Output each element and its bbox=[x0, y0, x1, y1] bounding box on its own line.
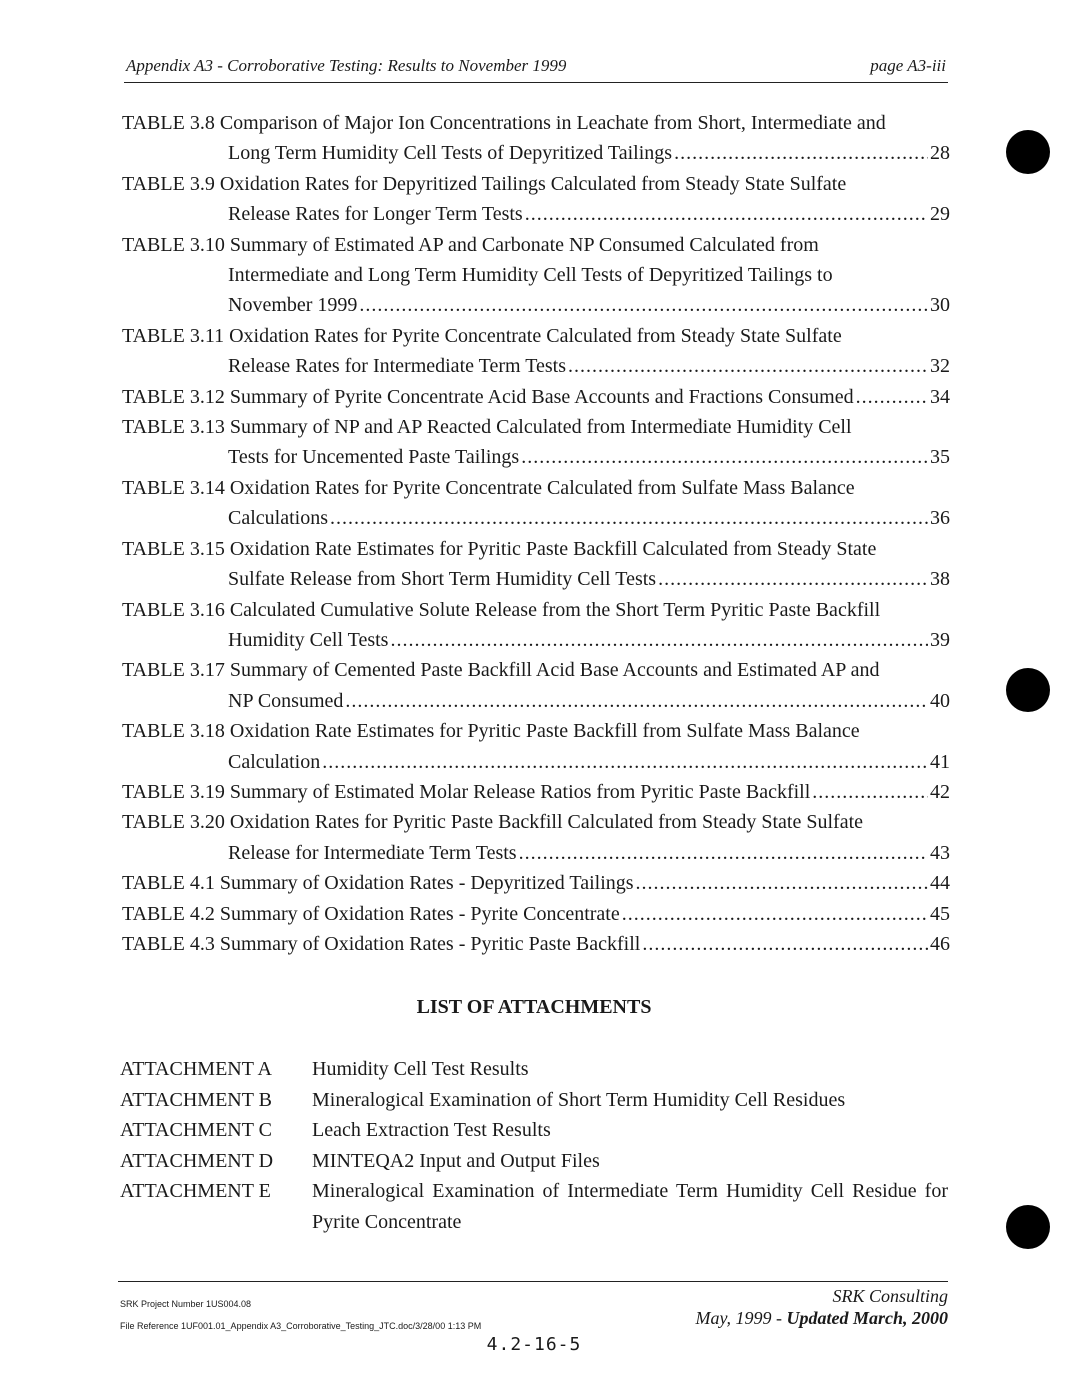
toc-entry bbox=[122, 169, 950, 230]
report-date-original: May, 1999 - bbox=[695, 1308, 787, 1328]
toc-line bbox=[122, 777, 950, 807]
toc-page-number: 32 bbox=[930, 355, 950, 378]
toc-page-number: 28 bbox=[930, 142, 950, 165]
toc-entry bbox=[122, 899, 950, 929]
toc-page-number: 39 bbox=[930, 628, 950, 651]
toc-line bbox=[122, 412, 950, 442]
toc-entry bbox=[122, 777, 950, 807]
page-header bbox=[124, 52, 948, 83]
toc-line bbox=[122, 747, 950, 777]
toc-entry bbox=[122, 868, 950, 898]
table-of-contents bbox=[122, 108, 950, 959]
toc-leader-dots bbox=[330, 503, 928, 533]
toc-page-number: 35 bbox=[930, 446, 950, 469]
toc-leader-dots bbox=[812, 777, 928, 807]
header-title: Appendix A3 - Corroborative Testing: Results to November 1999 bbox=[126, 56, 567, 75]
toc-line bbox=[122, 868, 950, 898]
toc-line bbox=[122, 838, 950, 868]
toc-entry-title: Release Rates for Longer Term Tests bbox=[228, 203, 523, 226]
toc-page-number: 40 bbox=[930, 689, 950, 712]
toc-leader-dots bbox=[642, 929, 928, 959]
toc-entry-title: TABLE 3.16 Calculated Cumulative Solute Release from the Short Term Pyritic Paste Backfill bbox=[122, 598, 881, 621]
toc-entry bbox=[122, 230, 950, 321]
toc-entry bbox=[122, 655, 950, 716]
document-number: 4.2-16-5 bbox=[486, 1334, 582, 1355]
toc-entry-title: TABLE 3.13 Summary of NP and AP Reacted Calculated from Intermediate Humidity Cell bbox=[122, 416, 852, 439]
attachment-code: ATTACHMENT E bbox=[120, 1180, 271, 1202]
attachment-item bbox=[120, 1115, 948, 1146]
attachment-item bbox=[120, 1176, 948, 1237]
toc-page-number: 29 bbox=[930, 203, 950, 226]
toc-entry bbox=[122, 412, 950, 473]
binder-hole-icon bbox=[1006, 668, 1050, 712]
file-reference: File Reference 1UF001.01_Appendix A3_Corroborative_Testing_JTC.doc/3/28/00 1:13 PM bbox=[120, 1321, 482, 1331]
toc-line bbox=[122, 169, 950, 199]
toc-line bbox=[122, 564, 950, 594]
attachment-description: Leach Extraction Test Results bbox=[312, 1119, 551, 1141]
toc-line bbox=[122, 473, 950, 503]
attachments-list bbox=[120, 1054, 948, 1237]
toc-entry-title: TABLE 3.15 Oxidation Rate Estimates for Pyritic Paste Backfill Calculated from Steady State bbox=[122, 537, 877, 560]
toc-line bbox=[122, 595, 950, 625]
toc-leader-dots bbox=[345, 686, 928, 716]
toc-entry-title: TABLE 3.14 Oxidation Rates for Pyrite Concentrate Calculated from Sulfate Mass Balance bbox=[122, 476, 855, 499]
toc-entry bbox=[122, 534, 950, 595]
footer-divider bbox=[118, 1281, 948, 1282]
toc-entry-title: Calculations bbox=[228, 507, 328, 530]
toc-entry bbox=[122, 716, 950, 777]
toc-line bbox=[122, 321, 950, 351]
toc-leader-dots bbox=[390, 625, 928, 655]
toc-entry-title: TABLE 3.18 Oxidation Rate Estimates for Pyritic Paste Backfill from Sulfate Mass Balance bbox=[122, 720, 860, 743]
toc-leader-dots bbox=[322, 747, 928, 777]
toc-entry-title: Humidity Cell Tests bbox=[228, 628, 389, 651]
toc-line bbox=[122, 534, 950, 564]
toc-leader-dots bbox=[521, 442, 928, 472]
binder-hole-icon bbox=[1006, 1205, 1050, 1249]
toc-line bbox=[122, 230, 950, 260]
toc-line bbox=[122, 716, 950, 746]
attachment-code: ATTACHMENT C bbox=[120, 1119, 272, 1141]
footer-company-info bbox=[696, 1285, 948, 1329]
toc-entry-title: TABLE 3.12 Summary of Pyrite Concentrate Acid Base Accounts and Fractions Consumed bbox=[122, 385, 854, 408]
toc-line bbox=[122, 382, 950, 412]
toc-entry-title: TABLE 3.8 Comparison of Major Ion Concentrations in Leachate from Short, Intermediate and bbox=[122, 112, 886, 134]
toc-line bbox=[122, 686, 950, 716]
toc-leader-dots bbox=[856, 382, 928, 412]
toc-line bbox=[122, 929, 950, 959]
toc-entry-title: Calculation bbox=[228, 750, 321, 773]
toc-line bbox=[122, 260, 950, 290]
toc-line bbox=[122, 442, 950, 472]
toc-page-number: 34 bbox=[930, 385, 950, 408]
attachment-item bbox=[120, 1054, 948, 1085]
toc-page-number: 45 bbox=[930, 902, 950, 925]
toc-leader-dots bbox=[519, 838, 928, 868]
toc-page-number: 44 bbox=[930, 872, 950, 895]
report-date bbox=[696, 1307, 948, 1329]
toc-page-number: 38 bbox=[930, 568, 950, 591]
toc-entry-title: Intermediate and Long Term Humidity Cell Tests of Depyritized Tailings to bbox=[228, 264, 833, 287]
toc-entry bbox=[122, 473, 950, 534]
binder-hole-icon bbox=[1006, 130, 1050, 174]
toc-leader-dots bbox=[674, 138, 928, 168]
attachment-item bbox=[120, 1085, 948, 1116]
attachment-description: MINTEQA2 Input and Output Files bbox=[312, 1149, 600, 1172]
toc-entry-title: November 1999 bbox=[228, 294, 358, 317]
attachment-code: ATTACHMENT D bbox=[120, 1149, 274, 1172]
toc-line bbox=[122, 138, 950, 168]
toc-page-number: 41 bbox=[930, 750, 950, 773]
toc-line bbox=[122, 290, 950, 320]
toc-entry-title: TABLE 4.3 Summary of Oxidation Rates - Pyritic Paste Backfill bbox=[122, 932, 641, 955]
company-name: SRK Consulting bbox=[832, 1286, 948, 1306]
attachments-heading: LIST OF ATTACHMENTS bbox=[416, 996, 652, 1018]
toc-entry-title: Release for Intermediate Term Tests bbox=[228, 841, 517, 864]
attachment-item bbox=[120, 1146, 948, 1177]
attachment-description: Humidity Cell Test Results bbox=[312, 1058, 529, 1080]
toc-leader-dots bbox=[622, 899, 928, 929]
toc-entry bbox=[122, 595, 950, 656]
report-date-updated: Updated March, 2000 bbox=[786, 1308, 948, 1328]
toc-leader-dots bbox=[658, 564, 928, 594]
toc-entry-title: NP Consumed bbox=[228, 689, 344, 712]
toc-entry-title: TABLE 3.19 Summary of Estimated Molar Release Ratios from Pyritic Paste Backfill bbox=[122, 780, 811, 803]
toc-entry bbox=[122, 382, 950, 412]
toc-leader-dots bbox=[359, 290, 928, 320]
attachment-code: ATTACHMENT A bbox=[120, 1058, 272, 1080]
toc-page-number: 42 bbox=[930, 780, 950, 803]
toc-entry-title: TABLE 3.17 Summary of Cemented Paste Backfill Acid Base Accounts and Estimated AP and bbox=[122, 659, 880, 682]
toc-entry-title: TABLE 3.9 Oxidation Rates for Depyritized Tailings Calculated from Steady State Sulfate bbox=[122, 172, 847, 195]
toc-entry-title: Tests for Uncemented Paste Tailings bbox=[228, 446, 520, 469]
attachment-description: Mineralogical Examination of Intermediate Term Humidity Cell Residue for Pyrite Concentrate bbox=[312, 1180, 948, 1233]
toc-entry-title: Sulfate Release from Short Term Humidity Cell Tests bbox=[228, 568, 657, 591]
toc-entry-title: TABLE 3.11 Oxidation Rates for Pyrite Concentrate Calculated from Steady State Sulfate bbox=[122, 324, 842, 347]
attachment-code: ATTACHMENT B bbox=[120, 1088, 272, 1111]
toc-entry-title: TABLE 3.20 Oxidation Rates for Pyritic Paste Backfill Calculated from Steady State Sulfate bbox=[122, 811, 864, 834]
header-page-number: page A3-iii bbox=[870, 56, 946, 75]
toc-leader-dots bbox=[525, 199, 928, 229]
toc-line bbox=[122, 199, 950, 229]
toc-entry bbox=[122, 108, 950, 169]
toc-line bbox=[122, 625, 950, 655]
attachment-description: Mineralogical Examination of Short Term Humidity Cell Residues bbox=[312, 1088, 846, 1111]
toc-entry-title: TABLE 3.10 Summary of Estimated AP and Carbonate NP Consumed Calculated from bbox=[122, 233, 819, 256]
toc-entry-title: TABLE 4.2 Summary of Oxidation Rates - Pyrite Concentrate bbox=[122, 902, 620, 925]
toc-line bbox=[122, 807, 950, 837]
toc-leader-dots bbox=[568, 351, 928, 381]
project-number: SRK Project Number 1US004.08 bbox=[120, 1299, 252, 1309]
toc-line bbox=[122, 655, 950, 685]
toc-line bbox=[122, 503, 950, 533]
toc-entry bbox=[122, 929, 950, 959]
toc-page-number: 43 bbox=[930, 841, 950, 864]
toc-entry-title: Long Term Humidity Cell Tests of Depyritized Tailings bbox=[228, 142, 673, 165]
toc-entry-title: Release Rates for Intermediate Term Tests bbox=[228, 355, 567, 378]
toc-line bbox=[122, 108, 950, 138]
toc-entry bbox=[122, 321, 950, 382]
toc-page-number: 30 bbox=[930, 294, 950, 317]
toc-entry bbox=[122, 807, 950, 868]
toc-line bbox=[122, 899, 950, 929]
toc-line bbox=[122, 351, 950, 381]
toc-leader-dots bbox=[636, 868, 928, 898]
toc-entry-title: TABLE 4.1 Summary of Oxidation Rates - Depyritized Tailings bbox=[122, 872, 634, 895]
toc-page-number: 46 bbox=[930, 932, 950, 955]
footer-file-info bbox=[120, 1293, 481, 1337]
toc-page-number: 36 bbox=[930, 507, 950, 530]
